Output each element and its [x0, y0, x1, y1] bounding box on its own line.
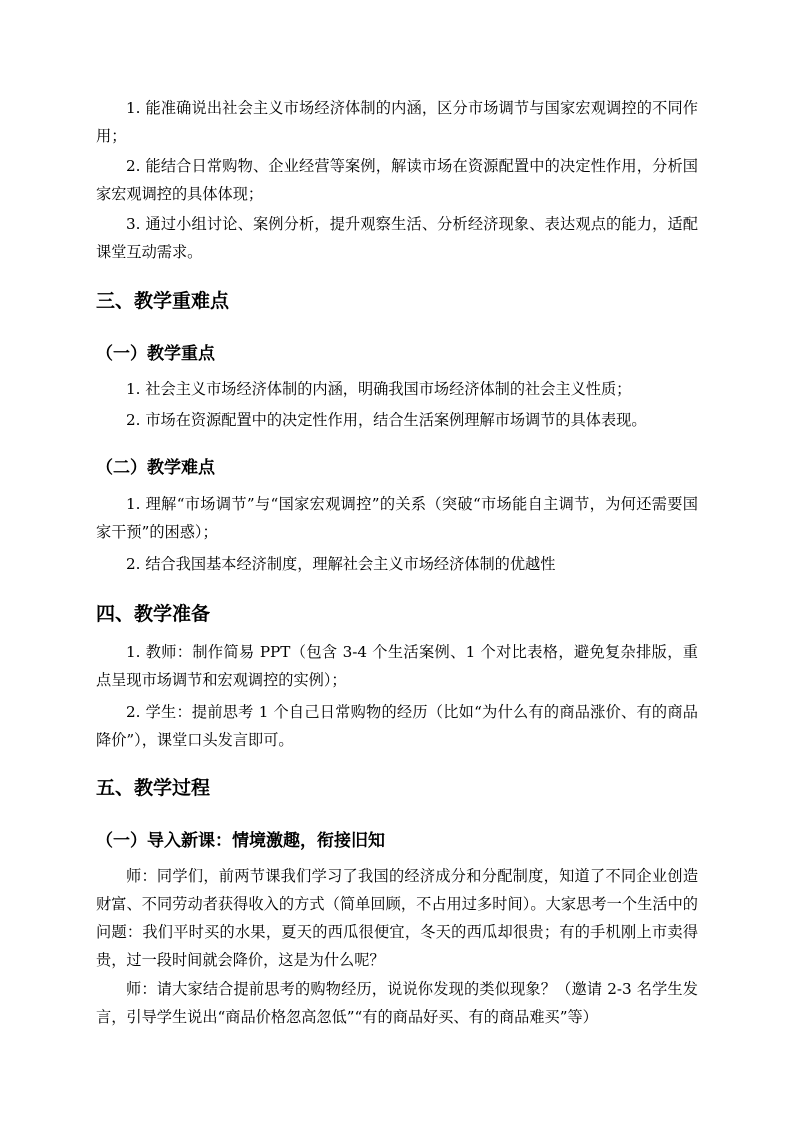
objective-paragraph-2: 2. 能结合日常购物、企业经营等案例，解读市场在资源配置中的决定性作用，分析国家宏观调控的具体体现； [96, 157, 698, 203]
difficult-point-paragraph-1: 1. 理解“市场调节”与“国家宏观调控”的关系（突破“市场能自主调节，为何还需要国家干预”的困惑）； [96, 495, 698, 541]
key-point-paragraph-2: 2. 市场在资源配置中的决定性作用，结合生活案例理解市场调节的具体表现。 [126, 411, 647, 429]
preparation-paragraph-2: 2. 学生：提前思考 1 个自己日常购物的经历（比如“为什么有的商品涨价、有的商品降价”），课堂口头发言即可。 [96, 703, 698, 749]
subsection-heading-intro: （一）导入新课：情境激趣，衔接旧知 [96, 831, 385, 851]
difficult-point-paragraph-2: 2. 结合我国基本经济制度，理解社会主义市场经济体制的优越性 [126, 555, 556, 573]
preparation-paragraph-1: 1. 教师：制作简易 PPT（包含 3-4 个生活案例、1 个对比表格，避免复杂排版，重点呈现市场调节和宏观调控的实例）； [96, 643, 698, 689]
subsection-heading-key-points: （一）教学重点 [96, 344, 215, 364]
section-heading-process: 五、教学过程 [96, 777, 211, 799]
intro-paragraph-1: 师：同学们，前两节课我们学习了我国的经济成分和分配制度，知道了不同企业创造财富、不同劳动者获得收入的方式（简单回顾，不占用过多时间）。大家思考一个生活中的问题：我们平时买的水果，夏天的西瓜很便宜，冬天的西瓜却很贵；有的手机刚上市卖得贵，过一段时间就会降价，这是为什么呢？ [96, 867, 698, 969]
key-point-paragraph-1: 1. 社会主义市场经济体制的内涵，明确我国市场经济体制的社会主义性质； [126, 380, 632, 398]
section-heading-preparation: 四、教学准备 [96, 603, 211, 625]
objective-paragraph-1: 1. 能准确说出社会主义市场经济体制的内涵，区分市场调节与国家宏观调控的不同作用； [96, 99, 698, 145]
section-heading-difficulties: 三、教学重难点 [96, 290, 230, 312]
intro-paragraph-2: 师：请大家结合提前思考的购物经历，说说你发现的类似现象？（邀请 2-3 名学生发言，引导学生说出“商品价格忽高忽低”“有的商品好买、有的商品难买”等） [96, 980, 698, 1026]
subsection-heading-difficult-points: （二）教学难点 [96, 458, 215, 478]
objective-paragraph-3: 3. 通过小组讨论、案例分析，提升观察生活、分析经济现象、表达观点的能力，适配课堂互动需求。 [96, 215, 698, 261]
